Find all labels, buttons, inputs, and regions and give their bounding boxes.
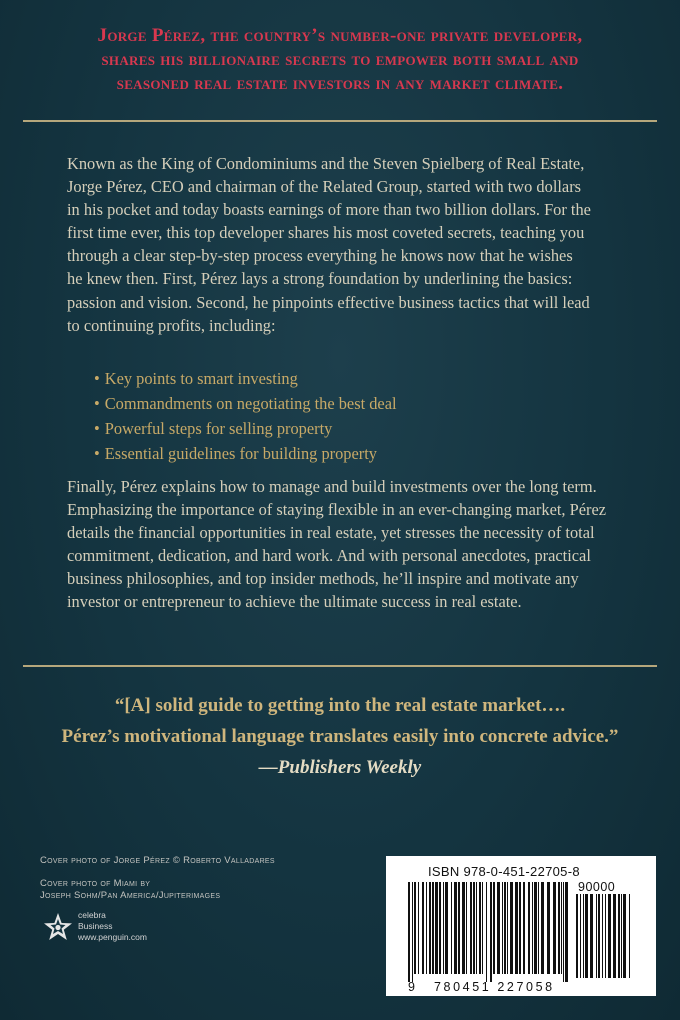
star-logo-icon	[42, 911, 74, 943]
barcode-bar	[414, 882, 416, 974]
bullet-dot-icon: •	[94, 419, 100, 438]
barcode-bar	[443, 882, 444, 974]
barcode-bar	[493, 882, 495, 974]
barcode-bar	[507, 882, 508, 974]
bullet-item	[94, 416, 397, 441]
barcode-bar	[408, 882, 410, 982]
barcode-bar	[534, 882, 537, 974]
barcode-bar	[445, 882, 448, 974]
barcode-bar	[576, 894, 578, 978]
barcode-bar	[470, 882, 472, 974]
barcode-bar	[497, 882, 500, 974]
barcode-bar	[598, 894, 600, 978]
barcode-bar	[510, 882, 513, 974]
divider-top	[23, 120, 657, 122]
barcode-bar	[613, 894, 616, 978]
barcode-bar	[602, 894, 603, 978]
imprint-subname: Business	[78, 921, 113, 931]
barcode-bar	[490, 882, 492, 982]
barcode-bar	[538, 882, 539, 974]
text-line: details the financial opportunities in real estate, yet stresses the necessity of total	[67, 523, 595, 543]
barcode-bar	[412, 882, 413, 982]
barcode-bar	[454, 882, 457, 974]
quote-line: Pérez’s motivational language translates easily into concrete advice.”	[61, 726, 619, 747]
bullet-text: Key points to smart investing	[104, 369, 298, 388]
text-line: passion and vision. Second, he pinpoints effective business tactics that will lead	[67, 292, 590, 312]
publisher-website: www.penguin.com	[78, 932, 147, 942]
barcode-bar	[558, 882, 560, 974]
barcode-bar	[583, 894, 584, 978]
barcode-bar	[629, 894, 630, 978]
barcode-panel	[386, 856, 656, 996]
barcode-bar	[476, 882, 477, 974]
feature-bullet-list	[94, 366, 397, 466]
headline	[20, 24, 660, 96]
ean-lead-digit: 9	[408, 980, 415, 994]
bullet-text: Powerful steps for selling property	[104, 419, 333, 438]
photo-credit-1: Cover photo of Jorge Pérez © Roberto Valladares	[40, 855, 275, 866]
text-line: Jorge Pérez, CEO and chairman of the Related Group, started with two dollars	[67, 177, 582, 197]
isbn-label: ISBN 978-0-451-22705-8	[428, 864, 580, 879]
quote-line: “[A] solid guide to getting into the real estate market….	[114, 695, 566, 716]
barcode-bar	[435, 882, 438, 974]
credit-line: Cover photo of Miami by	[40, 878, 151, 889]
barcode-bar	[482, 882, 483, 974]
barcode-bar	[466, 882, 467, 974]
credit-line: Joseph Sohm/Pan America/Jupiterimages	[40, 890, 221, 901]
description-paragraph-1	[67, 152, 627, 337]
barcode-bar	[547, 882, 550, 974]
bullet-dot-icon: •	[94, 444, 100, 463]
barcode-bar	[585, 894, 588, 978]
bullet-item	[94, 391, 397, 416]
barcode-bar	[473, 882, 475, 974]
barcode-bar	[458, 882, 460, 974]
barcode-bar	[565, 882, 568, 982]
barcode-bar	[515, 882, 518, 974]
headline-line: shares his billionaire secrets to empower both small and	[101, 49, 579, 70]
barcode-bar	[608, 894, 611, 978]
publisher-text	[78, 910, 147, 943]
review-quote	[20, 690, 660, 783]
barcode-bar	[432, 882, 434, 974]
text-line: investor or entrepreneur to achieve the ultimate success in real estate.	[67, 592, 522, 612]
text-line: Emphasizing the importance of staying flexible in an ever-changing market, Pérez	[67, 500, 607, 520]
bullet-dot-icon: •	[94, 369, 100, 388]
bullet-text: Essential guidelines for building property	[104, 444, 377, 463]
barcode-bar	[504, 882, 506, 974]
headline-line: Jorge Pérez, the country’s number-one private developer,	[97, 25, 583, 46]
barcode-bar	[486, 882, 487, 982]
barcode-bar	[439, 882, 441, 974]
imprint-name: celebra	[78, 910, 106, 920]
barcode-bar	[523, 882, 525, 974]
barcode-bar	[621, 894, 622, 978]
barcode-bar	[563, 882, 564, 982]
ean-digits: 780451 227058	[434, 980, 555, 994]
barcode-bar	[618, 894, 620, 978]
price-code: 90000	[578, 880, 616, 894]
barcode-bar	[541, 882, 544, 974]
barcode-bar	[590, 894, 593, 978]
text-line: he knew then. First, Pérez lays a strong foundation by underlining the basics:	[67, 269, 573, 289]
text-line: Known as the King of Condominiums and the Steven Spielberg of Real Estate,	[67, 154, 585, 173]
barcode-bar	[426, 882, 427, 974]
barcode-bar	[596, 894, 597, 978]
barcode-bar	[605, 894, 606, 978]
text-line: business philosophies, and top insider methods, he’ll inspire and motivate any	[67, 569, 579, 589]
barcode-bar	[422, 882, 424, 974]
barcode-bar	[479, 882, 481, 974]
ean-barcode	[408, 882, 568, 982]
bullet-item	[94, 366, 397, 391]
text-line: through a clear step-by-step process everything he knows now that he wishes	[67, 246, 573, 266]
headline-line: seasoned real estate investors in any market climate.	[116, 73, 564, 94]
barcode-bar	[528, 882, 530, 974]
barcode-bar	[418, 882, 419, 974]
barcode-bar	[451, 882, 452, 974]
publisher-logo	[42, 908, 172, 948]
barcode-bar	[561, 882, 562, 974]
barcode-bar	[462, 882, 465, 974]
bullet-item	[94, 441, 397, 466]
quote-attribution: —Publishers Weekly	[258, 757, 422, 778]
text-line: commitment, dedication, and hard work. And with personal anecdotes, practical	[67, 546, 591, 566]
text-line: to continuing profits, including:	[67, 315, 276, 335]
barcode-bar	[623, 894, 626, 978]
text-line: in his pocket and today boasts earnings of more than two billion dollars. For the	[67, 200, 591, 220]
description-paragraph-2	[67, 475, 627, 614]
photo-credit-2	[40, 878, 220, 902]
bullet-dot-icon: •	[94, 394, 100, 413]
barcode-bar	[502, 882, 503, 974]
divider-bottom	[23, 665, 657, 667]
text-line: first time ever, this top developer shares his most coveted secrets, teaching you	[67, 223, 585, 243]
text-line: Finally, Pérez explains how to manage and build investments over the long term.	[67, 477, 597, 496]
barcode-bar	[519, 882, 521, 974]
barcode-bar	[580, 894, 581, 978]
addon-barcode	[576, 894, 634, 986]
barcode-bar	[429, 882, 431, 974]
barcode-bar	[553, 882, 556, 974]
barcode-bar	[532, 882, 533, 974]
bullet-text: Commandments on negotiating the best deal	[104, 394, 397, 413]
